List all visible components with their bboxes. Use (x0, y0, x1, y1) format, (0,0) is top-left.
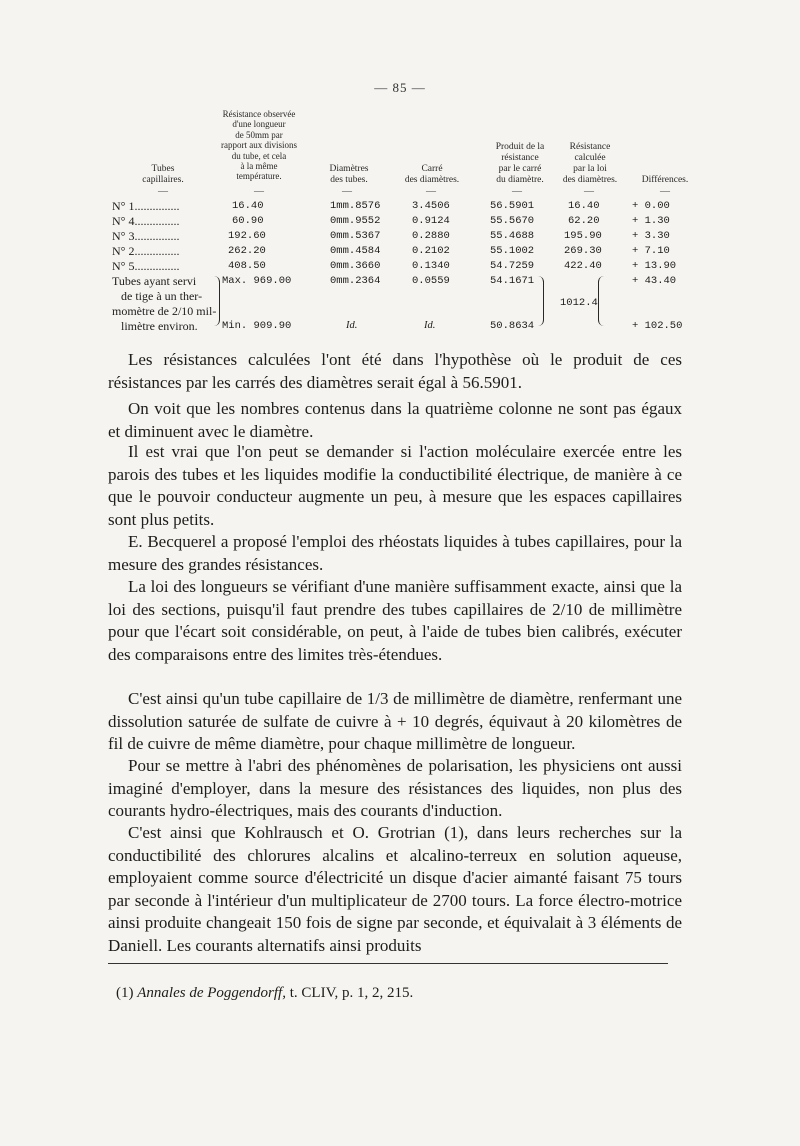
header-carre: Carré des diamètres. (404, 164, 460, 185)
header-differences: Différences. (641, 175, 689, 185)
row-produit: 55.1002 (490, 245, 535, 257)
produit-brace (538, 276, 544, 326)
header-dash: — (584, 186, 594, 197)
row-diametre: 0mm.5367 (330, 230, 381, 242)
row-calculee: 16.40 (568, 200, 600, 212)
row-diametre: 0mm.4584 (330, 245, 381, 257)
header-tubes: Tubes capillaires. (142, 164, 184, 185)
special-label-line: Tubes ayant servi (112, 274, 197, 288)
row-calculee: 422.40 (564, 260, 602, 272)
footnote (116, 985, 413, 1002)
footnote-marker: (1) (116, 985, 134, 1001)
row-carre: 3.4506 (412, 200, 450, 212)
row-produit: 54.7259 (490, 260, 535, 272)
header-dash: — (512, 186, 522, 197)
row-resistance: 16.40 (232, 200, 264, 212)
row-carre: 0.9124 (412, 215, 450, 227)
header-diametres: Diamètres des tubes. (329, 164, 369, 185)
special-label-line: limètre environ. (121, 319, 198, 333)
special-calculee: 1012.4 (560, 297, 598, 309)
paragraph: C'est ainsi que Kohlrausch et O. Grotrian (1), dans leurs recherches sur la conductibilité des chlorures alcalins et alcalino-terreux en solution aqueuse, employaient comme source d'électricité un disque d'acier aimanté faisant 75 tours par seconde à l'intérieur d'un multiplicateur de 2700 tours. La force électro-motrice ainsi produite changeait 150 fois de signe par seconde, et équivalait à 3 éléments de Daniell. Les courants alternatifs ainsi produits (108, 823, 682, 955)
special-label-line: de tige à un ther- (121, 289, 203, 303)
special-id-carre: Id. (424, 320, 436, 331)
row-difference: + 0.00 (632, 200, 670, 212)
row-difference: + 3.30 (632, 230, 670, 242)
paragraph: Les résistances calculées l'ont été dans l'hypothèse où le produit de ces résistances par les carrés des diamètres serait égal à 56.5901. (108, 350, 682, 392)
special-produit-min: 50.8634 (490, 320, 535, 332)
row-label: N° 3............... (112, 229, 180, 243)
row-produit: 55.4688 (490, 230, 535, 242)
special-id-diametre: Id. (346, 320, 358, 331)
paragraph: Il est vrai que l'on peut se demander si l'action moléculaire exercée entre les parois des tubes et les liquides modifie la conductibilité électrique, de manière à ce que le pouvoir conducteur augmente un peu, à mesure que les espaces capillaires sont plus petits. (108, 442, 682, 529)
row-produit: 55.5670 (490, 215, 535, 227)
special-diametre: 0mm.2364 (330, 275, 381, 287)
row-label: N° 4............... (112, 214, 180, 228)
header-dash: — (158, 186, 168, 197)
row-diametre: 0mm.9552 (330, 215, 381, 227)
row-resistance: 408.50 (228, 260, 266, 272)
row-difference: + 7.10 (632, 245, 670, 257)
row-carre: 0.2880 (412, 230, 450, 242)
footnote-rule (108, 963, 668, 964)
special-difference-min: + 102.50 (632, 320, 683, 332)
row-calculee: 62.20 (568, 215, 600, 227)
row-label: N° 1............... (112, 199, 180, 213)
row-resistance: 262.20 (228, 245, 266, 257)
special-produit-max: 54.1671 (490, 275, 535, 287)
row-label: N° 5............... (112, 259, 180, 273)
row-calculee: 269.30 (564, 245, 602, 257)
row-difference: + 1.30 (632, 215, 670, 227)
row-resistance: 60.90 (232, 215, 264, 227)
special-max: Max. 969.00 (222, 275, 292, 287)
header-calculee: Résistance calculée par la loi des diamètres. (562, 142, 618, 185)
paragraph: On voit que les nombres contenus dans la quatrième colonne ne sont pas égaux et diminuent avec le diamètre. (108, 399, 682, 441)
special-min: Min. 909.90 (222, 320, 292, 332)
special-difference-max: + 43.40 (632, 275, 677, 287)
calc-brace (598, 276, 604, 326)
header-dash: — (342, 186, 352, 197)
paragraph: La loi des longueurs se vérifiant d'une manière suffisamment exacte, ainsi que la loi des sections, puisqu'il faut prendre des tubes capillaires de 2/10 de millimètre pour que l'écart soit considérable, on peut, à l'aide de tubes bien calibrés, exécuter des comparaisons entre des limites très-étendues. (108, 577, 682, 664)
row-resistance: 192.60 (228, 230, 266, 242)
header-dash: — (660, 186, 670, 197)
label-brace (214, 276, 220, 326)
header-dash: — (426, 186, 436, 197)
header-produit: Produit de la résistance par le carré du diamètre. (495, 142, 545, 185)
special-label-line: momètre de 2/10 mil- (112, 304, 217, 318)
special-carre: 0.0559 (412, 275, 450, 287)
paragraph: C'est ainsi qu'un tube capillaire de 1/3 de millimètre de diamètre, renfermant une dissolution saturée de sulfate de cuivre à + 10 degrés, équivaut à 20 kilomètres de fil de cuivre de même diamètre, pour chaque millimètre de longueur. (108, 689, 682, 753)
row-difference: + 13.90 (632, 260, 677, 272)
row-diametre: 1mm.8576 (330, 200, 381, 212)
row-carre: 0.2102 (412, 245, 450, 257)
paragraph: Pour se mettre à l'abri des phénomènes de polarisation, les physiciens ont aussi imaginé d'employer, dans la mesure des résistances des liquides, non plus des courants hydro-électriques, mais des courants d'induction. (108, 756, 682, 820)
paragraph: E. Becquerel a proposé l'emploi des rhéostats liquides à tubes capillaires, pour la mesure des grandes résistances. (108, 532, 682, 574)
footnote-title: Annales de Poggendorff, (137, 985, 286, 1001)
row-produit: 56.5901 (490, 200, 535, 212)
row-label: N° 2............... (112, 244, 180, 258)
footnote-reference: t. CLIV, p. 1, 2, 215. (289, 985, 414, 1001)
page-number: — 85 — (374, 80, 426, 95)
row-calculee: 195.90 (564, 230, 602, 242)
header-dash: — (254, 186, 264, 197)
row-carre: 0.1340 (412, 260, 450, 272)
row-diametre: 0mm.3660 (330, 260, 381, 272)
header-resistance: Résistance observée d'une longueur de 50mm par rapport aux divisions du tube, et cela à la même température. (221, 109, 297, 182)
